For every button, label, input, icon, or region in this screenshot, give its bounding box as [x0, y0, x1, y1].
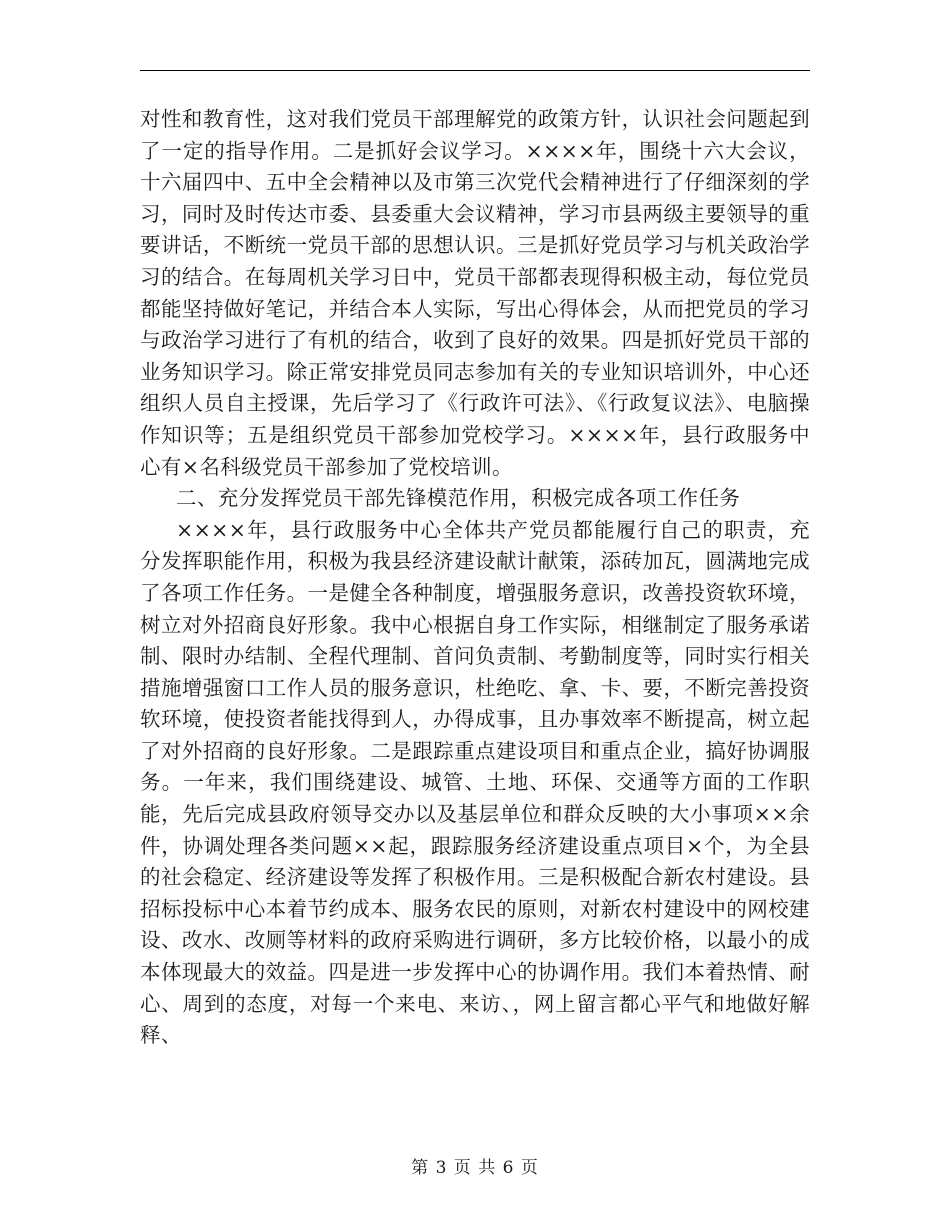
paragraph-work-tasks: ××××年，县行政服务中心全体共产党员都能履行自己的职责，充分发挥职能作用，积极为我县经济建设献计献策，添砖加瓦，圆满地完成了各项工作任务。一是健全各种制度，增强服务意识，改善投资软环境，树立对外招商良好形象。我中心根据自身工作实际，相继制定了服务承诺制、限时办结制、全程代理制、首问负责制、考勤制度等，同时实行相关措施增强窗口工作人员的服务意识，杜绝吃、拿、卡、要，不断完善投资软环境，使投资者能找得到人，办得成事，且办事效率不断提高，树立起了对外招商的良好形象。二是跟踪重点建设项目和重点企业，搞好协调服务。一年来，我们围绕建设、城管、土地、环保、交通等方面的工作职能，先后完成县政府领导交办以及基层单位和群众反映的大小事项××余件，协调处理各类问题××起，跟踪服务经济建设重点项目×个，为全县的社会稳定、经济建设等发挥了积极作用。三是积极配合新农村建设。县招标投标中心本着节约成本、服务农民的原则，对新农村建设中的网校建设、改水、改厕等材料的政府采购进行调研，多方比较价格，以最小的成本体现最大的效益。四是进一步发挥中心的协调作用。我们本着热情、耐心、周到的态度，对每一个来电、来访、，网上留言都心平气和地做好解释、 [140, 517, 810, 1048]
header-rule [140, 70, 810, 71]
section-heading-two: 二、充分发挥党员干部先锋模范作用，积极完成各项工作任务 [176, 486, 741, 511]
paragraph-study-summary: 对性和教育性，这对我们党员干部理解党的政策方针，认识社会问题起到了一定的指导作用。二是抓好会议学习。××××年，围绕十六大会议，十六届四中、五中全会精神以及市第三次党代会精神进行了仔细深刻的学习，同时及时传达市委、县委重大会议精神，学习市县两级主要领导的重要讲话，不断统一党员干部的思想认识。三是抓好党员学习与机关政治学习的结合。在每周机关学习日中，党员干部都表现得积极主动，每位党员都能坚持做好笔记，并结合本人实际，写出心得体会，从而把党员的学习与政治学习进行了有机的结合，收到了良好的效果。四是抓好党员干部的业务知识学习。除正常安排党员同志参加有关的专业知识培训外，中心还组织人员自主授课，先后学习了《行政许可法》、《行政复议法》、电脑操作知识等；五是组织党员干部参加党校学习。××××年，县行政服务中心有×名科级党员干部参加了党校培训。 [140, 107, 810, 479]
document-body [140, 104, 810, 1052]
page-number-footer: 第 3 页 共 6 页 [411, 1158, 539, 1178]
